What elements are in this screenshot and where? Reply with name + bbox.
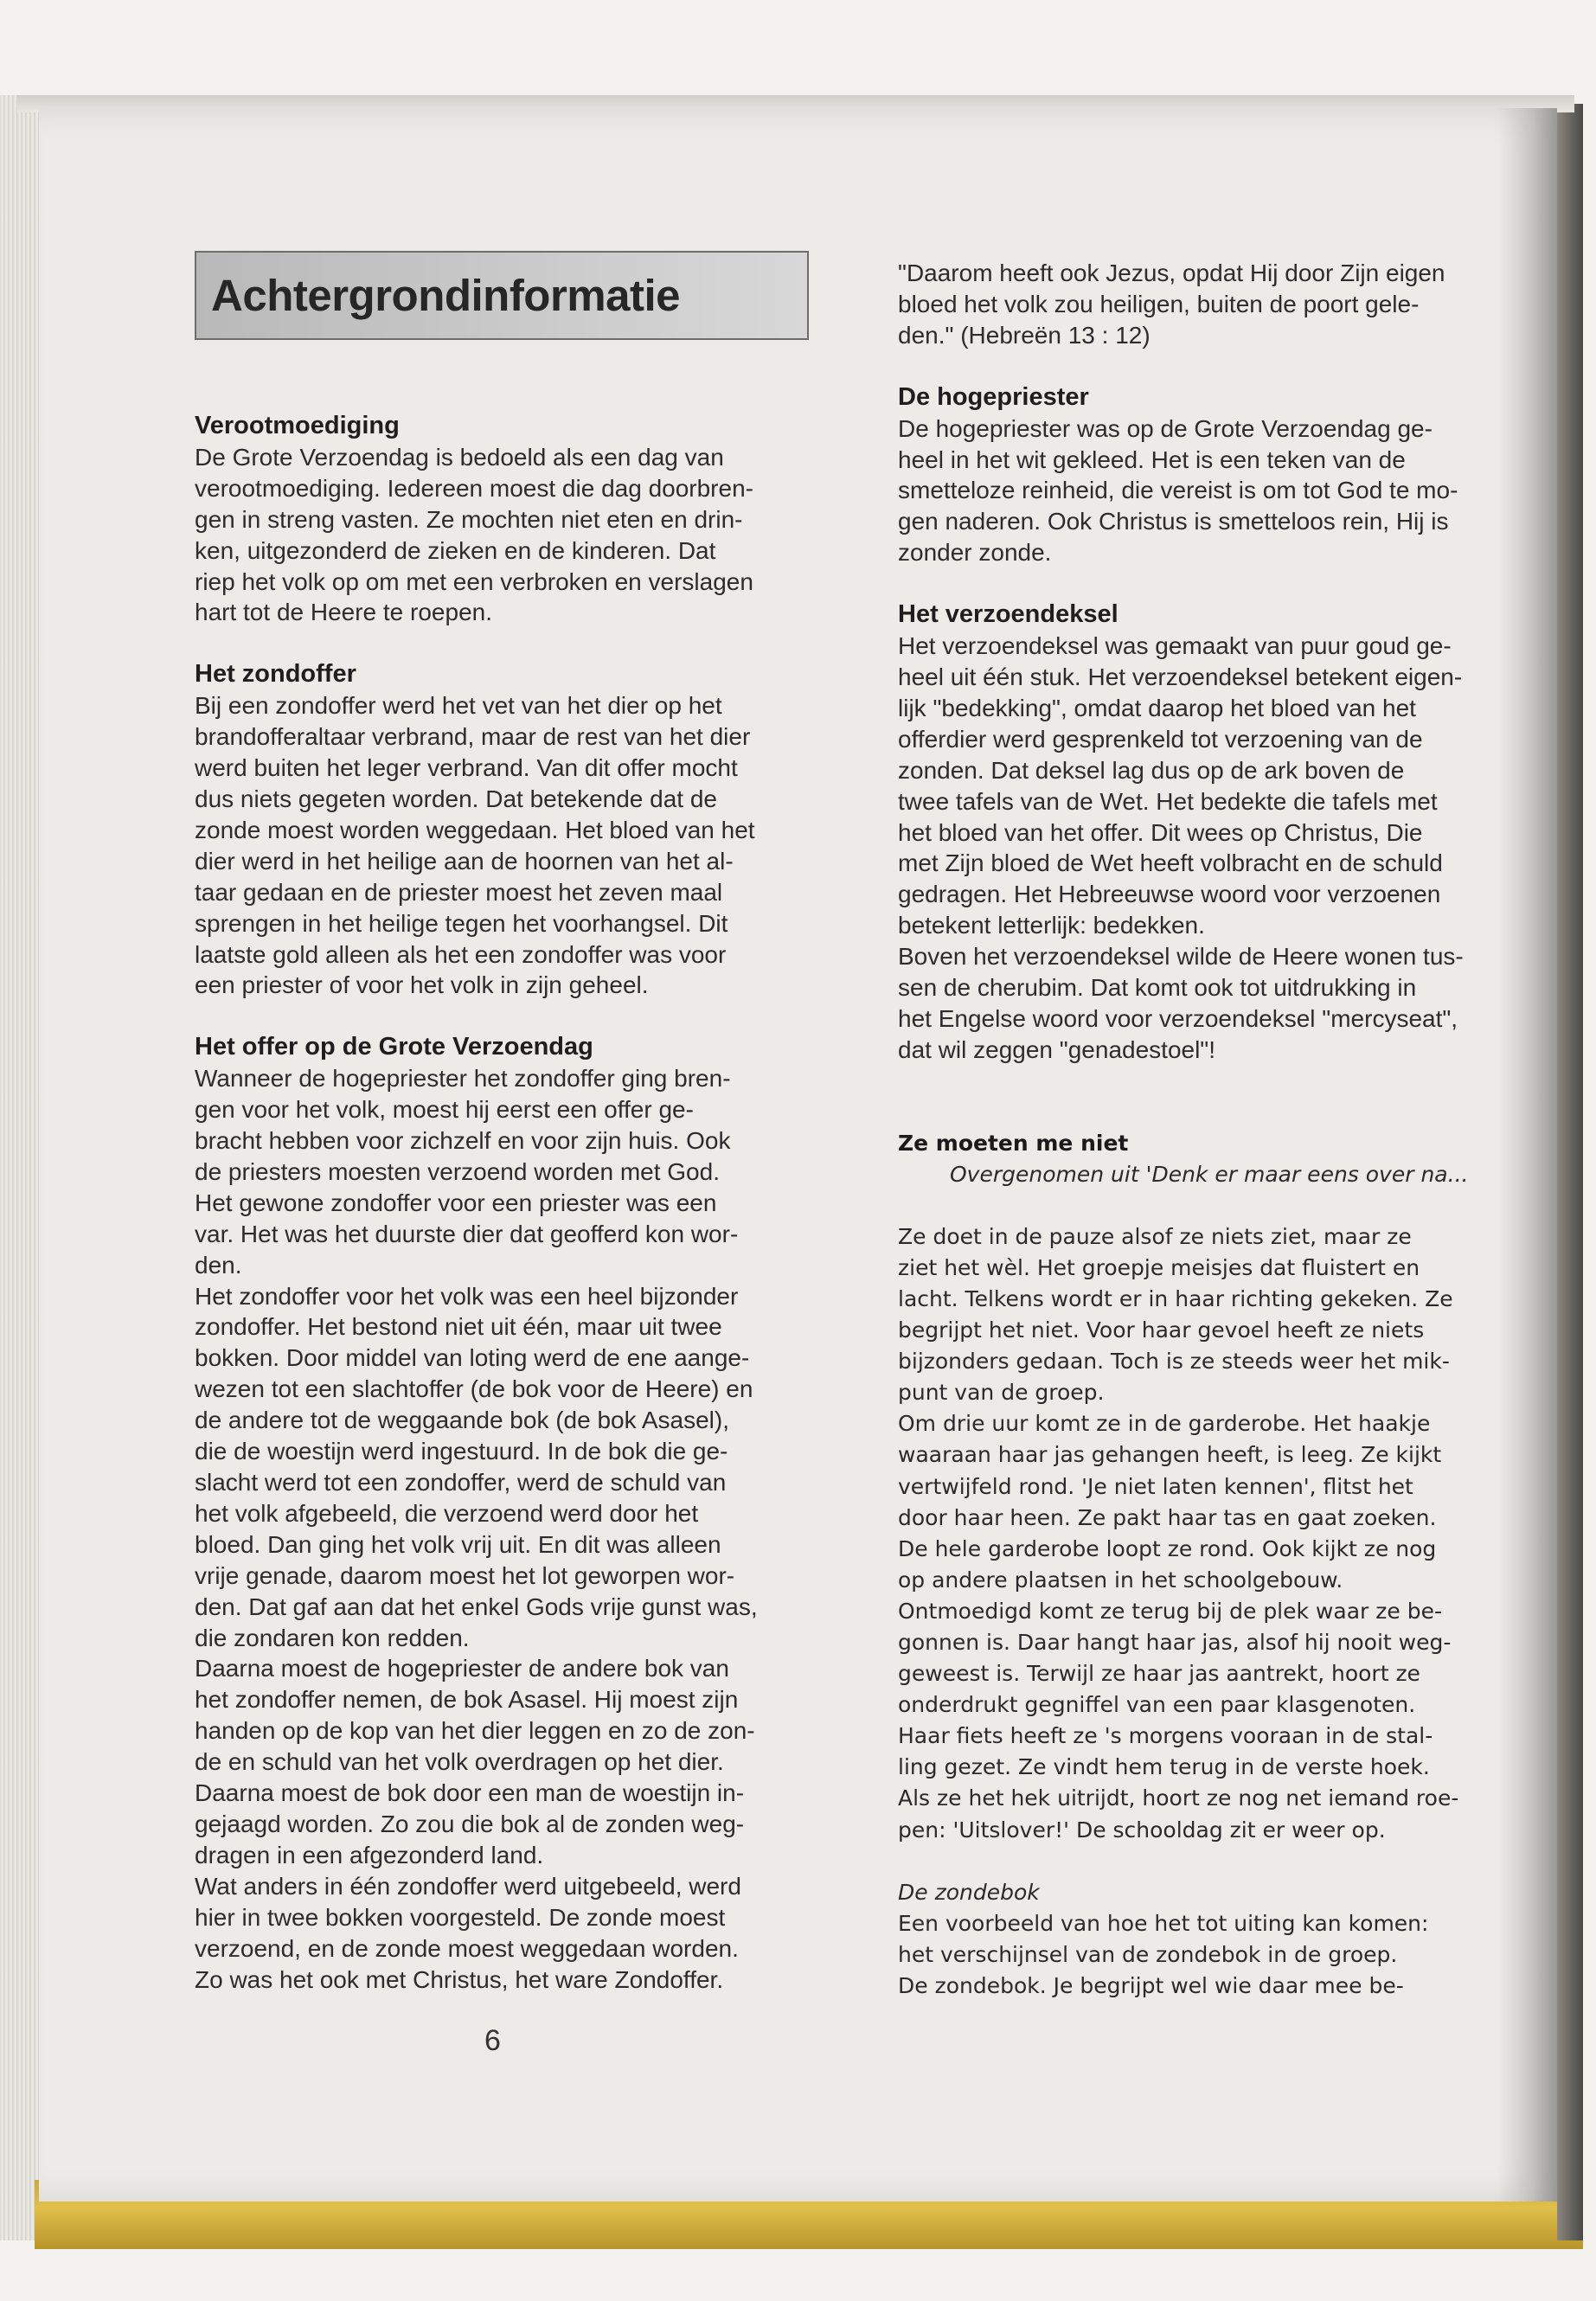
heading-verootmoediging: Verootmoediging: [195, 412, 400, 439]
paragraph-verootmoediging: De Grote Verzoendag is bedoeld als een dag van verootmoediging. Iedereen moest die dag doorbren- gen in streng vasten. Ze mochten niet eten en drin- ken, uitgezonderd de zieken en de kinderen. Dat riep het volk op om met een verbroken en verslagen hart tot de Heere te roepen.: [195, 443, 753, 626]
paragraph-verzoendeksel: Het verzoendeksel was gemaakt van puur goud ge- heel uit één stuk. Het verzoendeksel betekent eigen- lijk "bedekking", omdat daarop het bloed van het offerdier werd gesprenkeld tot verzoening van de zonden. Dat deksel lag dus op de ark boven de twee tafels van de Wet. Het bedekte die tafels met het bloed van het offer. Dit wees op Christus, Die met Zijn bloed de Wet heeft volbracht en de schuld gedragen. Het Hebreeuwse woord voor verzoenen betekent letterlijk: bedekken. Boven het verzoendeksel wilde de Heere wonen tus- sen de cherubim. Dat komt ook tot uitdrukking in het Engelse woord voor verzoendeksel "mercyseat", dat wil zeggen "genadestoel"!: [898, 632, 1464, 1063]
story-text: Ze doet in de pauze alsof ze niets ziet, maar ze ziet het wèl. Het groepje meisjes dat fluistert en lacht. Telkens wordt er in haar richting gekeken. Ze begrijpt het niet. Voor haar gevoel heeft ze niets bijzonders gedaan. Toch is ze steeds weer het mik- punt van de groep. Om drie uur komt ze in de garderobe. Het haakje waaraan haar jas gehangen heeft, is leeg. Ze kijkt vertwijfeld rond. 'Je niet laten kennen', flitst het door haar heen. Ze pakt haar tas en gaat zoeken. De hele garderobe loopt ze rond. Ook kijkt ze nog op andere plaatsen in het schoolgebouw. Ontmoedigd komt ze terug bij de plek waar ze be- gonnen is. Daar hangt haar jas, alsof hij nooit weg- geweest is. Terwijl ze haar jas aantrekt, hoort ze onderdrukt gegniffel van een paar klasgenoten. Haar fiets heeft ze 's morgens vooraan in de stal- ling gezet. Ze vindt hem terug in de verste hoek. Als ze het hek uitrijdt, hoort ze nog net iemand roe- pen: 'Uitslover!' De schooldag zit er weer op.: [898, 1223, 1459, 1843]
book-spine-right: [1557, 104, 1583, 2240]
heading-offer-grote-verzoendag: Het offer op de Grote Verzoendag: [195, 1033, 593, 1061]
story-subheading: De zondebok: [898, 1879, 1040, 1905]
right-column: [898, 258, 1521, 2002]
paragraph-zondoffer: Bij een zondoffer werd het vet van het dier op het brandofferaltaar verbrand, maar de rest van het dier werd buiten het leger verbrand. Van dit offer mocht dus niets gegeten worden. Dat betekende dat de zonde moest worden weggedaan. Het bloed van het dier werd in het heilige aan de hoornen van het al- taar gedaan en de priester moest het zeven maal sprengen in het heilige tegen het voorhangsel. Dit laatste gold alleen als het een zondoffer was voor een priester of voor het volk in zijn geheel.: [195, 692, 755, 999]
section-title: Achtergrondinformatie: [211, 271, 681, 320]
bible-quote: "Daarom heeft ook Jezus, opdat Hij door Zijn eigen bloed het volk zou heiligen, buiten de poort gele- den." (Hebreën 13 : 12): [898, 260, 1445, 349]
left-column: [195, 411, 809, 1995]
story-source: Overgenomen uit 'Denk er maar eens over na...: [950, 1161, 1469, 1187]
heading-verzoendeksel: Het verzoendeksel: [898, 600, 1118, 629]
section-header-box: [195, 251, 809, 340]
story-text-continued: Een voorbeeld van hoe het tot uiting kan komen: het verschijnsel van de zondebok in de groep. De zondebok. Je begrijpt wel wie daar mee be-: [898, 1910, 1429, 1998]
page-number: 6: [484, 2024, 501, 2057]
heading-zondoffer: Het zondoffer: [195, 660, 356, 689]
paragraph-offer-grote-verzoendag: Wanneer de hogepriester het zondoffer ging bren- gen voor het volk, moest hij eerst een offer ge- bracht hebben voor zichzelf en voor zijn huis. Ook de priesters moesten verzoend worden met God. Het gewone zondoffer voor een priester was een var. Het was het duurste dier dat geofferd kon wor- den. Het zondoffer voor het volk was een heel bijzonder zondoffer. Het bestond niet uit één, maar uit twee bokken. Door middel van loting werd de ene aange- wezen tot een slachtoffer (de bok voor de Heere) en de andere tot de weggaande bok (de bok Asasel), die de woestijn werd ingestuurd. In de bok die ge- slacht werd tot een zondoffer, werd de schuld van het volk afgebeeld, die verzoend werd door het bloed. Dan ging het volk vrij uit. En dit was alleen vrije genade, daarom moest het lot geworpen wor- den. Dat gaf aan dat het enkel Gods vrije gunst was, die zondaren kon redden. Daarna moest de hogepriester de andere bok van het zondoffer nemen, de bok Asasel. Hij moest zijn handen op de kop van het dier leggen en zo de zon- de en schuld van het volk overdragen op het dier. Daarna moest de bok door een man de woestijn in- gejaagd worden. Zo zou die bok al de zonden weg- dragen in een afgezonderd land. Wat anders in één zondoffer werd uitgebeeld, werd hier in twee bokken voorgesteld. De zonde moest verzoend, en de zonde moest weggedaan worden. Zo was het ook met Christus, het ware Zondoffer.: [195, 1065, 758, 1993]
heading-hogepriester: De hogepriester: [898, 382, 1089, 411]
story-title: Ze moeten me niet: [898, 1130, 1129, 1156]
paragraph-hogepriester: De hogepriester was op de Grote Verzoendag ge- heel in het wit gekleed. Het is een teken van de smetteloze reinheid, die vereist is om tot God te mo- gen naderen. Ook Christus is smetteloos rein, Hij is zonder zonde.: [898, 414, 1458, 567]
